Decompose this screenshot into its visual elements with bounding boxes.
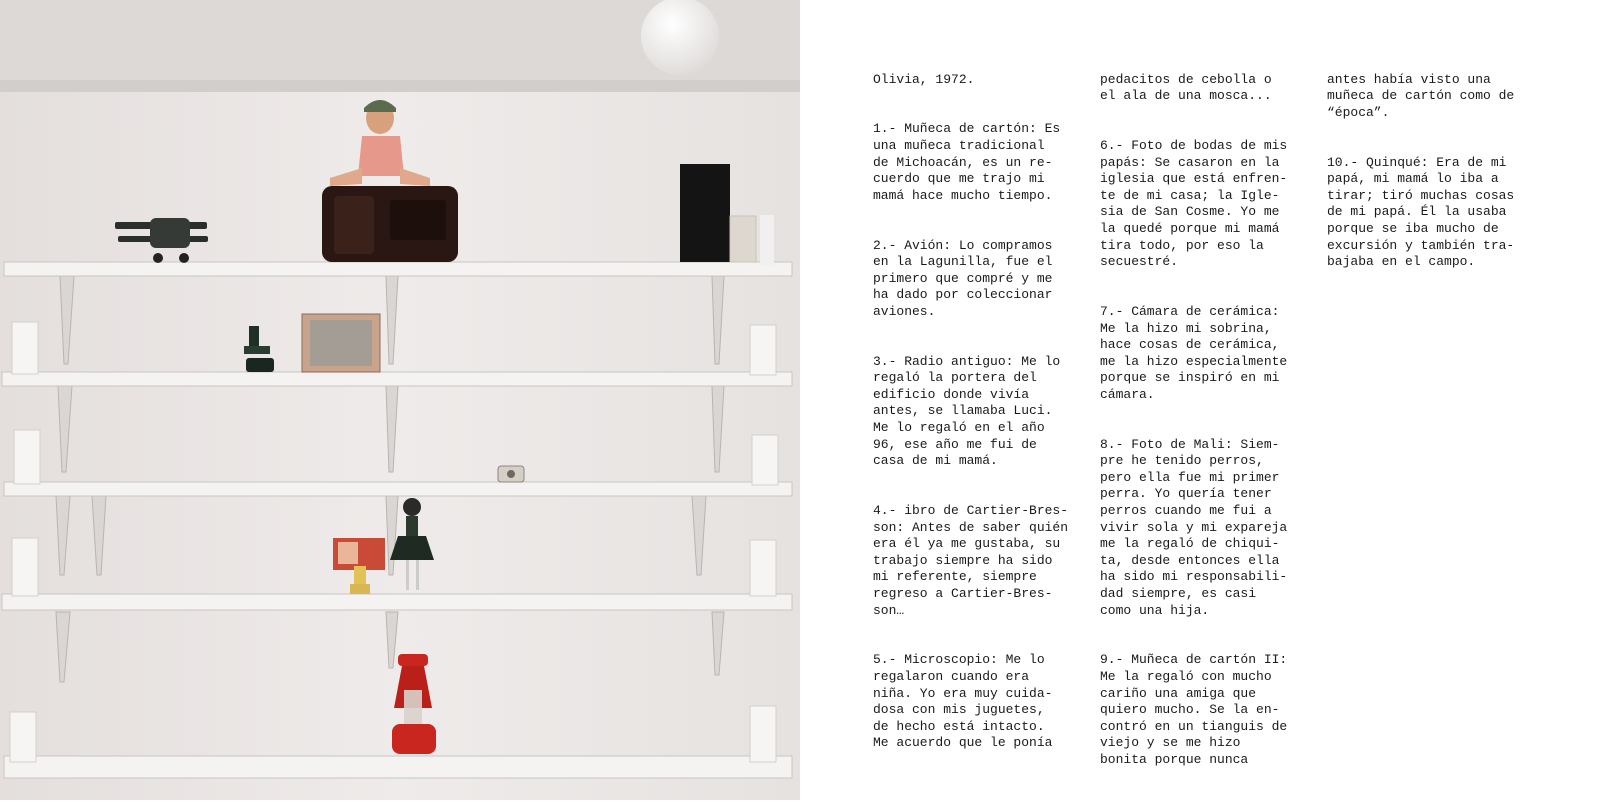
ceramic-camera [498,466,524,482]
antique-radio [322,186,458,262]
captions-page [800,0,1614,800]
caption-paragraph: 4.- ibro de Cartier-Bres- son: Antes de saber quién era él ya me gustaba, su trabajo siempre ha sido mi referente, siempre regreso a Cartier-Bres- son… [873,503,1069,618]
wedding-photo-frame [302,314,380,372]
ceiling-globe-lamp [641,0,719,75]
caption-paragraph: 9.- Muñeca de cartón II: Me la regaló con mucho cariño una amiga que quiero mucho. Se la en- contró en un tianguis de viejo y se me hizo bonita porque nunca [1100,652,1288,767]
intro-heading: Olivia, 1972. [873,71,975,87]
caption-paragraph: 1.- Muñeca de cartón: Es una muñeca tradicional de Michoacán, es un re- cuerdo que me trajo mi mamá hace mucho tiempo. [873,121,1061,203]
caption-paragraph: 5.- Microscopio: Me lo regalaron cuando era niña. Yo era muy cuida- dosa con mis juguetes, de hecho está intacto. Me acuerdo que le ponía [873,652,1053,751]
text-column-3 [1327,55,1532,304]
caption-paragraph: 3.- Radio antiguo: Me lo regaló la portera del edificio donde vivía antes, se llamaba Luci. Me lo regaló en el año 96, ese año me fui de casa de mi mamá. [873,353,1061,469]
mali-photo [333,538,385,570]
caption-paragraph: 7.- Cámara de cerámica: Me la hizo mi sobrina, hace cosas de cerámica, me la hizo especialmente porque se inspiró en mi cámara. [1100,303,1288,402]
caption-paragraph: 2.- Avión: Lo compramos en la Lagunilla, fue el primero que compré y me ha dado por coleccionar aviones. [873,237,1053,319]
text-column-1 [873,55,1078,785]
caption-paragraph: 6.- Foto de bodas de mis papás: Se casaron en la iglesia que está enfren- te de mi casa; la Igle- sia de San Cosme. Yo me la quedé porque mi mamá tira todo, por eso la secuestré. [1100,137,1288,270]
caption-paragraph: 10.- Quinqué: Era de mi papá, mi mamá lo iba a tirar; tiró muchas cosas de mi papá. Él la usaba porque se iba mucho de excursión y también tra- bajaba en el campo. [1327,154,1515,270]
shelves-photo [0,0,800,800]
caption-paragraph: pedacitos de cebolla o el ala de una mosca... [1100,71,1272,104]
shelves-illustration [0,0,800,800]
ceiling-trim [0,80,800,92]
caption-paragraph: 8.- Foto de Mali: Siem- pre he tenido perros, pero ella fue mi primer perra. Yo quería tener perros cuando me fui a vivir sola y mi expareja me la regaló de chiqui- ta, desde entonces ella ha sido mi responsabili- dad siempre, es casi como una hija. [1100,436,1288,618]
text-column-2 [1100,55,1305,802]
caption-paragraph: antes había visto una muñeca de cartón como de “época”. [1327,71,1515,120]
